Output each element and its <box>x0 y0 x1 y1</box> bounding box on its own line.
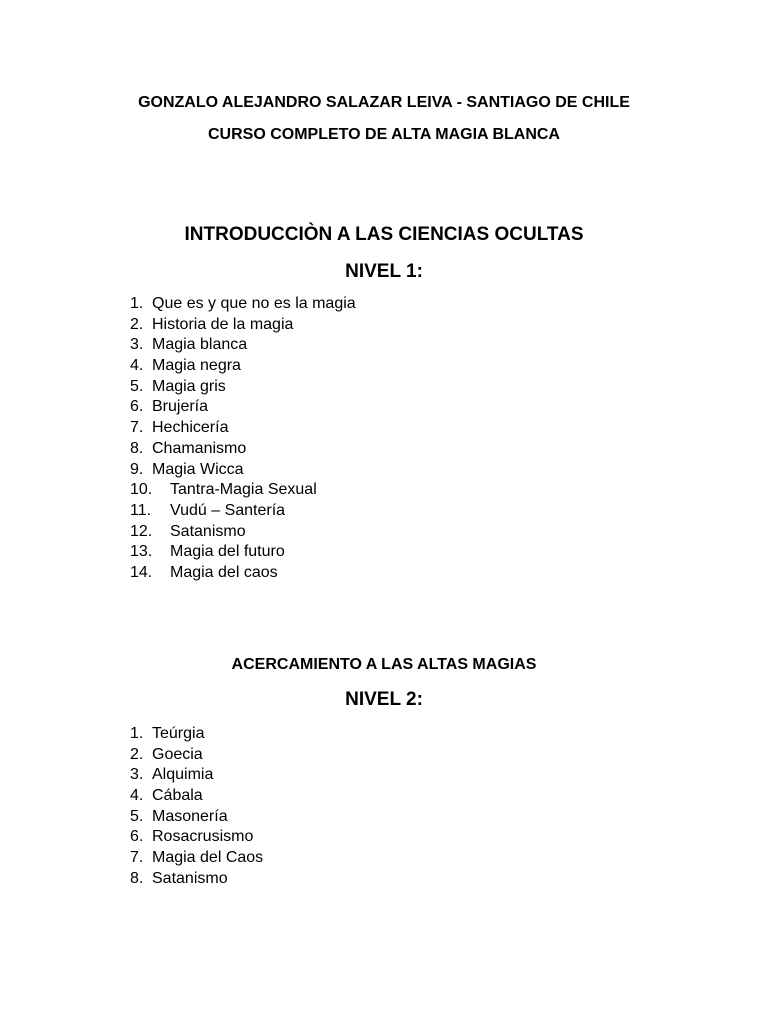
list-item-text: Satanismo <box>152 869 228 887</box>
list-item <box>130 786 263 807</box>
list-item <box>130 335 356 356</box>
list-item-number: 1. <box>130 295 144 312</box>
list-item-number: 7. <box>130 849 144 867</box>
list-item-text: Vudú – Santería <box>170 501 286 519</box>
list-item <box>130 542 356 563</box>
list-item-number: 1. <box>130 725 144 742</box>
list-item-text: Masonería <box>152 807 228 825</box>
list-item-number: 6. <box>130 828 144 846</box>
list-item-number: 2. <box>130 315 144 333</box>
list-item <box>130 563 356 584</box>
section-2-list <box>130 724 263 890</box>
list-item-number: 4. <box>130 357 144 375</box>
list-item <box>130 765 263 786</box>
list-item-number: 8. <box>130 869 144 887</box>
list-item-number: 5. <box>130 377 144 395</box>
list-item-number: 3. <box>130 336 144 354</box>
list-item <box>130 869 263 890</box>
list-item-text: Historia de la magia <box>152 315 294 333</box>
section-1-list <box>130 294 356 584</box>
course-title: CURSO COMPLETO DE ALTA MAGIA BLANCA <box>208 126 560 143</box>
list-item-number: 13. <box>130 543 153 561</box>
list-item <box>130 807 263 828</box>
list-item-text: Alquimia <box>152 766 214 784</box>
section-1-level: NIVEL 1: <box>345 261 423 282</box>
list-item-text: Brujería <box>152 398 209 416</box>
list-item-text: Rosacrusismo <box>152 828 254 846</box>
list-item-text: Magia del Caos <box>152 849 264 867</box>
list-item <box>130 848 263 869</box>
list-item-number: 14. <box>130 563 153 581</box>
list-item-text: Magia del caos <box>170 563 278 581</box>
list-item-number: 7. <box>130 419 144 437</box>
list-item <box>130 356 356 377</box>
list-item-text: Que es y que no es la magia <box>152 295 356 312</box>
list-item-number: 3. <box>130 766 144 784</box>
section-1-title: INTRODUCCIÒN A LAS CIENCIAS OCULTAS <box>184 224 584 245</box>
list-item-number: 12. <box>130 522 153 540</box>
list-item <box>130 724 263 745</box>
list-item-text: Tantra-Magia Sexual <box>170 481 317 499</box>
list-item-number: 9. <box>130 460 144 478</box>
list-item <box>130 745 263 766</box>
list-item <box>130 480 356 501</box>
list-item-number: 8. <box>130 439 144 457</box>
list-item-text: Satanismo <box>170 522 246 540</box>
list-item <box>130 501 356 522</box>
list-item-number: 6. <box>130 398 144 416</box>
section-2-level: NIVEL 2: <box>345 689 423 710</box>
list-item-text: Goecia <box>152 745 203 763</box>
list-item <box>130 460 356 481</box>
author-line: GONZALO ALEJANDRO SALAZAR LEIVA - SANTIAGO DE CHILE <box>138 94 630 111</box>
list-item-text: Cábala <box>152 787 203 805</box>
list-item-text: Magia del futuro <box>170 543 285 561</box>
list-item <box>130 439 356 460</box>
list-item <box>130 522 356 543</box>
list-item-text: Magia negra <box>152 357 241 375</box>
list-item-text: Magia gris <box>152 377 226 395</box>
list-item-number: 10. <box>130 481 153 499</box>
list-item <box>130 315 356 336</box>
list-item-number: 2. <box>130 745 144 763</box>
list-item <box>130 827 263 848</box>
list-item-number: 5. <box>130 807 144 825</box>
section-2-title: ACERCAMIENTO A LAS ALTAS MAGIAS <box>231 656 537 673</box>
list-item-text: Chamanismo <box>152 439 247 457</box>
list-item-number: 11. <box>130 501 152 519</box>
list-item <box>130 377 356 398</box>
list-item <box>130 397 356 418</box>
list-item-text: Magia blanca <box>152 336 248 354</box>
list-item-text: Teúrgia <box>152 725 205 742</box>
list-item <box>130 294 356 315</box>
list-item <box>130 418 356 439</box>
list-item-text: Magia Wicca <box>152 460 244 478</box>
list-item-number: 4. <box>130 787 144 805</box>
list-item-text: Hechicería <box>152 419 229 437</box>
